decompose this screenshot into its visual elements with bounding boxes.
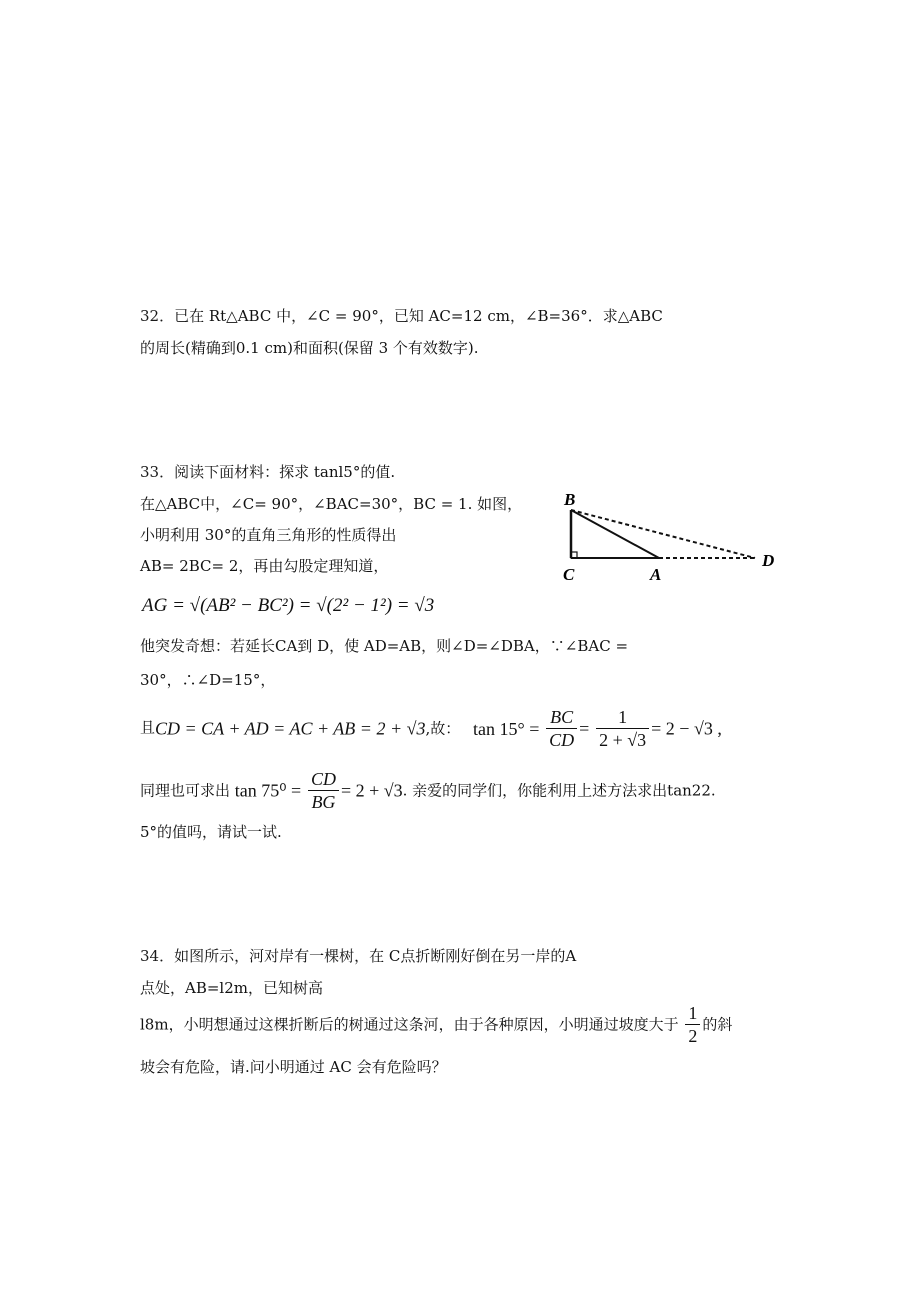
q32-number: 32．: [140, 307, 175, 325]
q33-frac-bc-cd: [546, 706, 577, 751]
q33-text-1: 阅读下面材料：探求 tanl5°的值.: [174, 463, 396, 481]
q33-cd-prefix: 且: [140, 718, 156, 737]
q34-line4: 坡会有危险，请.问小明通过 AC 会有危险吗？: [140, 1058, 447, 1076]
q33-tan15-rhs: = 2 − √3 ,: [651, 718, 722, 739]
q33-tan75-line: [140, 768, 716, 813]
fig-label-a: A: [650, 565, 662, 584]
q33-frac3-den: BG: [311, 792, 336, 812]
q33-tan75-rhs: = 2 + √3: [340, 780, 403, 801]
fig-label-b: B: [564, 490, 576, 509]
q34-line2: 点处，AB=l2m，已知树高: [140, 979, 323, 997]
q33-cd-formula: CD = CA + AD = AC + AB = 2 + √3: [155, 718, 426, 739]
q33-line6: 他突发奇想：若延长CA到 D，使 AD=AB，则∠D=∠DBA，∵∠BAC =: [140, 637, 629, 655]
q33-tan75-lhs: tan 75⁰ =: [234, 780, 302, 801]
q33-frac3-num: CD: [308, 768, 339, 791]
q34-frac-den: 2: [688, 1026, 698, 1046]
q33-frac1-den: CD: [549, 730, 575, 750]
q33-triangle-figure: [555, 488, 795, 588]
q34-number: 34．: [140, 947, 175, 965]
q34-line3-suffix: 的斜: [702, 1015, 733, 1034]
fig-label-c: C: [563, 565, 575, 584]
fig-line-bd: [571, 510, 755, 558]
q33-line3: 小明利用 30°的直角三角形的性质得出: [140, 526, 397, 544]
q33-frac2-num: 1: [596, 706, 649, 729]
q33-frac1-num: BC: [546, 706, 577, 729]
q33-line7: 30°，∴∠D=15°，: [140, 671, 276, 689]
q33-cd-line: 且CD = CA + AD = AC + AB = 2 + √3,故： tan 15° = $\frac{BC}{CD}$ = $\frac{1}{2 + √3}$ = 2 − √3 ,: [140, 707, 722, 750]
fig-line-ba: [571, 510, 659, 558]
fig-label-d: D: [762, 551, 775, 570]
q33-line1: [140, 462, 395, 482]
q32-line1: [140, 306, 663, 326]
q33-frac2-den: 2 + √3: [599, 730, 647, 750]
q32-line2: 的周长(精确到0.1 cm)和面积(保留 3 个有效数字).: [140, 339, 479, 357]
q34-fraction: [685, 1002, 700, 1047]
q33-line9-prefix: 同理也可求出: [140, 781, 231, 800]
q33-line2: 在△ABC中，∠C= 90°，∠BAC=30°，BC = 1. 如图，: [140, 495, 523, 513]
q34-frac-num: 1: [685, 1002, 700, 1025]
q33-line9-suffix: . 亲爱的同学们，你能利用上述方法求出tan22.: [402, 781, 716, 800]
q33-line10: 5°的值吗，请试一试.: [140, 823, 282, 841]
q33-line4: AB= 2BC= 2，再由勾股定理知道，: [140, 557, 389, 575]
q33-number: 33．: [140, 463, 175, 481]
q34-line1: [140, 946, 576, 966]
q33-ag-formula: AG = √(AB² − BC²) = √(2² − 1²) = √3: [142, 595, 435, 616]
q34-line3-prefix: l8m，小明想通过这棵折断后的树通过这条河，由于各种原因，小明通过坡度大于: [140, 1015, 679, 1034]
q34-line3: [140, 1002, 732, 1047]
q33-tan15-lhs: tan 15° =: [473, 718, 540, 739]
q33-cd-gu: ,故：: [425, 719, 461, 738]
q32-text-1: 已在 Rt△ABC 中，∠C = 90°，已知 AC=12 cm，∠B=36°．求△ABC: [174, 307, 663, 325]
q33-frac-cd-bg: [308, 768, 339, 813]
q34-text-1: 如图所示，河对岸有一棵树，在 C点折断刚好倒在另一岸的A: [174, 947, 577, 965]
q33-frac-1-over: [596, 706, 649, 751]
